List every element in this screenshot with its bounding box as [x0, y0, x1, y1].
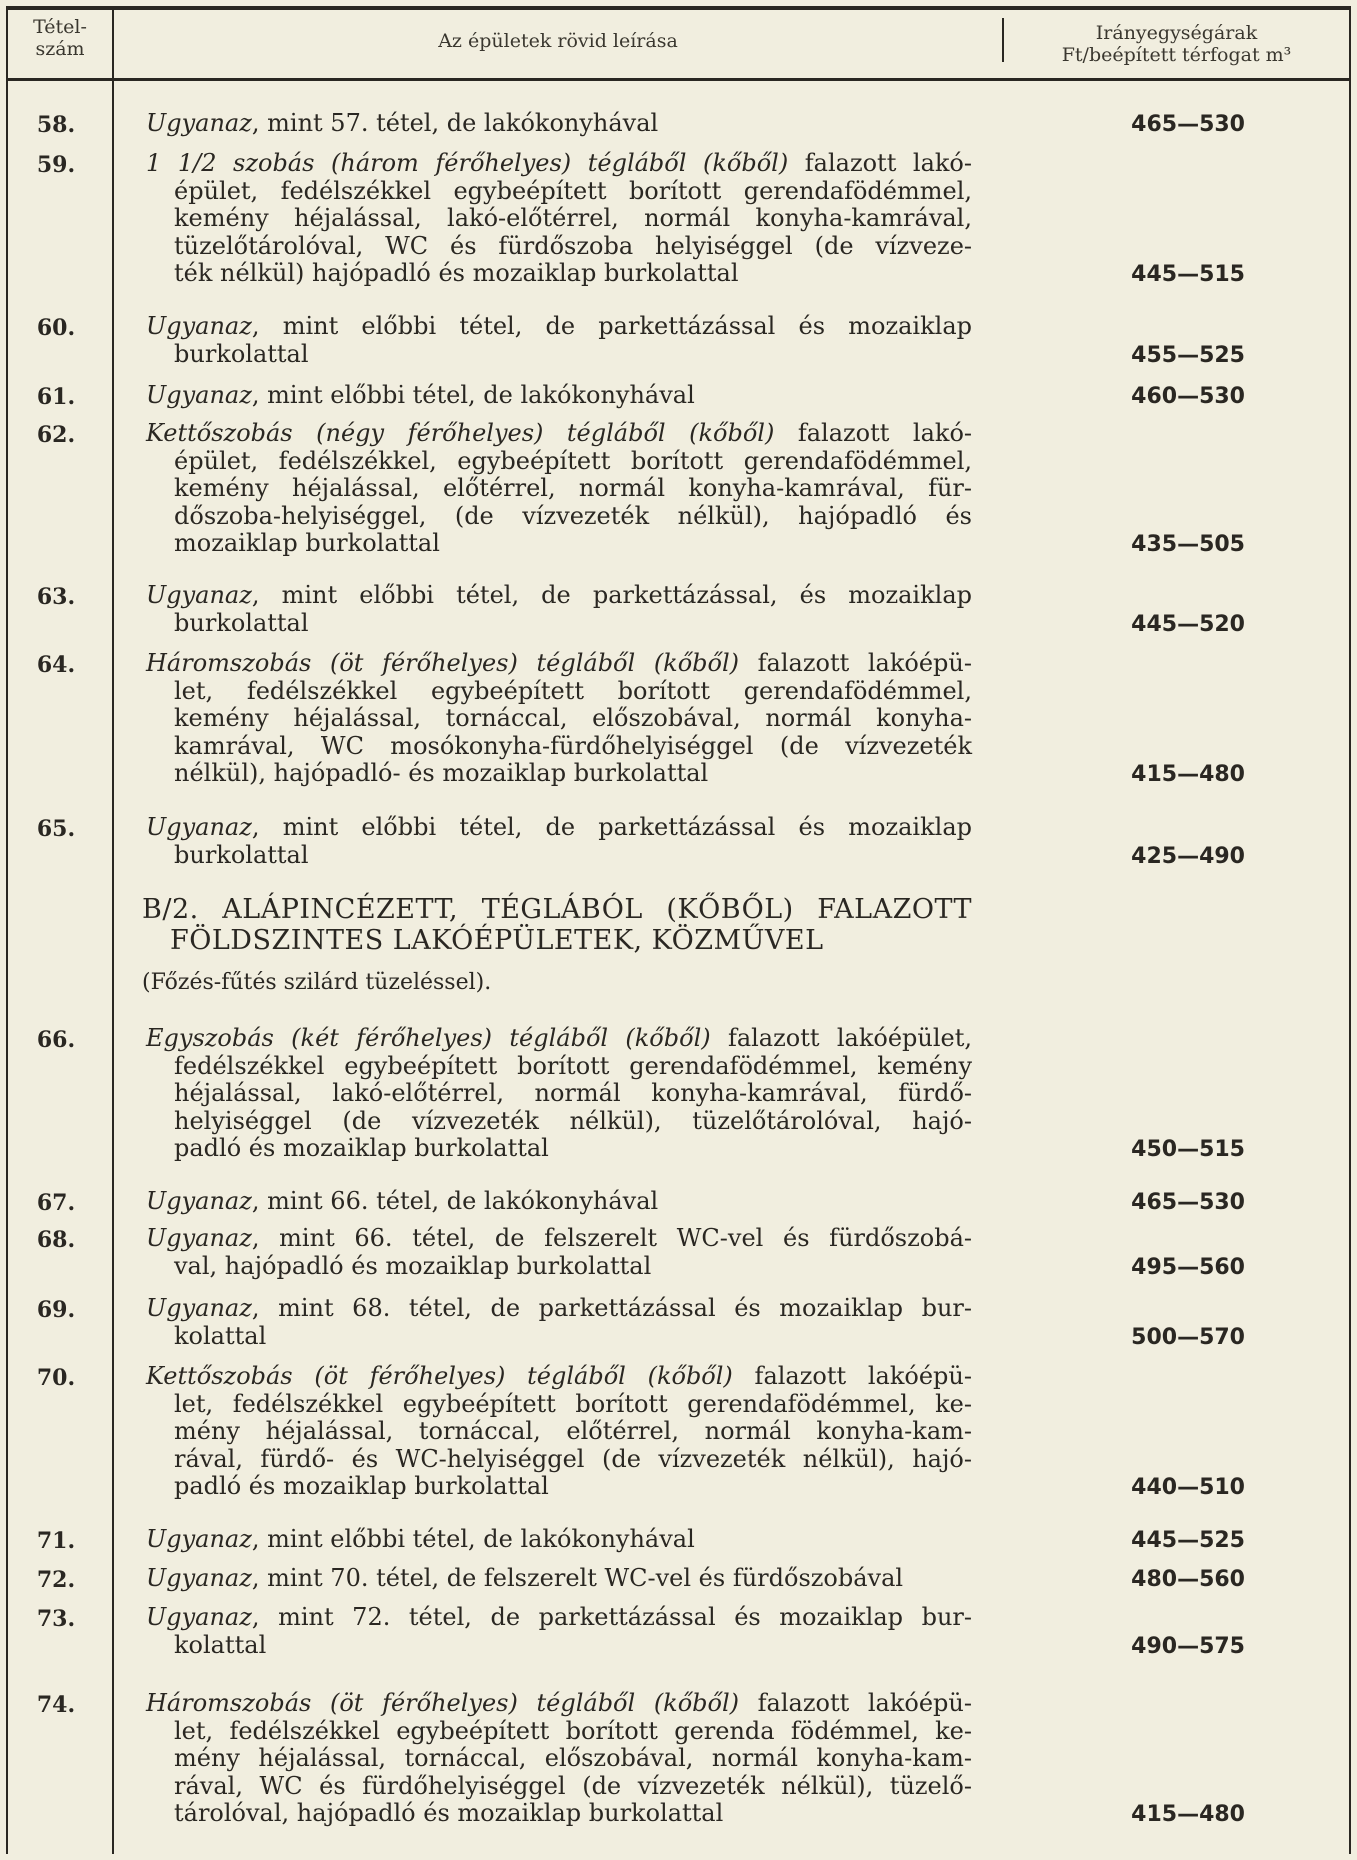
description-line: nélkül), hajópadló- és mozaiklap burkolattal	[174, 759, 709, 788]
description-line: val, hajópadló és mozaiklap burkolattal	[174, 1251, 652, 1280]
description-line: épület, fedélszékkel egybeépített borított gerendafödémmel,	[174, 176, 972, 205]
description-line: helyiséggel (de vízvezeték nélkül), tüzelőtárolóval, hajó-	[174, 1106, 972, 1135]
header-item-line2: szám	[35, 38, 85, 60]
top-border	[6, 6, 1351, 10]
item-description	[146, 1188, 972, 1216]
item-number: 67.	[36, 1190, 76, 1216]
item-description	[146, 1604, 972, 1659]
item-description	[146, 814, 972, 869]
item-number: 71.	[36, 1528, 76, 1554]
description-line: kemény héjalással, előtérrel, normál konyha-kamrával, für-	[174, 474, 972, 503]
header-price-line1: Irányegységárak	[1095, 22, 1258, 44]
description-line: kolattal	[174, 1630, 267, 1659]
description-line: tárolóval, hajópadló és mozaiklap burkolattal	[174, 1799, 724, 1828]
item-number: 58.	[36, 112, 76, 138]
right-border	[1349, 6, 1351, 1854]
description-line: héjalással, lakó-előtérrel, normál konyha-kamrával, fürdő-	[174, 1079, 972, 1108]
unit-price-range: 415—480	[1131, 1802, 1245, 1828]
item-number: 74.	[36, 1692, 76, 1718]
unit-price-range: 495—560	[1131, 1254, 1245, 1280]
description-line: kemény héjalással, tornáccal, előszobával, normál konyha-	[174, 704, 972, 733]
item-number: 66.	[36, 1027, 76, 1053]
item-description	[146, 1363, 972, 1501]
item-description	[146, 382, 972, 410]
item-number: 68.	[36, 1227, 76, 1253]
description-line: Ugyanaz, mint előbbi tétel, de parkettázással és mozaiklap	[146, 312, 972, 340]
description-line: Ugyanaz, mint 68. tétel, de parkettázással és mozaiklap bur-	[146, 1294, 972, 1322]
description-line: fedélszékkel egybeépített borított gerendafödémmel, kemény	[174, 1051, 972, 1080]
header-item-column	[8, 16, 112, 60]
description-line: burkolattal	[174, 339, 309, 368]
description-line: Ugyanaz, mint 66. tétel, de felszerelt WC-vel és fürdőszobá-	[146, 1224, 972, 1252]
item-number: 70.	[36, 1365, 76, 1391]
description-line: mény héjalással, tornáccal, előszobával, normál konyha-kam-	[174, 1744, 972, 1773]
item-number: 63.	[36, 584, 76, 610]
item-column-divider	[112, 6, 114, 1854]
unit-price-range: 450—515	[1131, 1137, 1245, 1163]
unit-price-range: 500—570	[1131, 1324, 1245, 1350]
header-rule	[6, 78, 1351, 81]
description-line: rával, fürdő- és WC-helyiséggel (de vízvezeték nélkül), hajó-	[174, 1444, 972, 1473]
unit-price-range: 460—530	[1131, 384, 1245, 409]
item-description	[146, 1025, 972, 1163]
unit-price-range: 445—525	[1131, 1528, 1245, 1553]
item-number: 73.	[36, 1606, 76, 1632]
item-number: 72.	[36, 1567, 76, 1593]
unit-price-range: 455—525	[1131, 342, 1245, 368]
description-line: dőszoba-helyiséggel, (de vízvezeték nélkül), hajópadló és	[174, 501, 972, 530]
description-line: Ugyanaz, mint 57. tétel, de lakókonyhával	[146, 109, 659, 137]
description-line: 1 1/2 szobás (három férőhelyes) tégláből (kőből) falazott lakó-	[146, 149, 972, 177]
description-line: burkolattal	[174, 840, 309, 869]
header-description: Az épületek rövid leírása	[438, 30, 678, 52]
section-title-line1: B/2. ALÁPINCÉZETT, TÉGLÁBÓL (KŐBŐL) FALAZOTT	[142, 894, 972, 925]
item-description	[146, 1526, 972, 1554]
description-line: Háromszobás (öt férőhelyes) tégláből (kőből) falazott lakóépü-	[146, 649, 972, 677]
unit-price-range: 425—490	[1131, 843, 1245, 869]
description-line: let, fedélszékkel egybeépített borított gerenda födémmel, ke-	[174, 1716, 972, 1745]
unit-price-range: 490—575	[1131, 1633, 1245, 1659]
description-line: padló és mozaiklap burkolattal	[174, 1472, 549, 1501]
description-line: Ugyanaz, mint 72. tétel, de parkettázással és mozaiklap bur-	[146, 1603, 972, 1631]
item-description	[146, 1295, 972, 1350]
description-line: let, fedélszékkel egybeépített borított gerendafödémmel,	[174, 676, 972, 705]
item-description	[146, 110, 972, 138]
description-line: burkolattal	[174, 608, 309, 637]
description-line: épület, fedélszékkel, egybeépített borított gerendafödémmel,	[174, 446, 972, 475]
description-line: Ugyanaz, mint 66. tétel, de lakókonyhával	[146, 1187, 659, 1215]
unit-price-range: 465—530	[1131, 1190, 1245, 1215]
description-line: kamrával, WC mosókonyha-fürdőhelyiséggel (de vízvezeték	[174, 731, 972, 760]
section-heading	[142, 894, 972, 956]
section-note: (Főzés-fűtés szilárd tüzeléssel).	[142, 970, 492, 995]
description-line: Ugyanaz, mint előbbi tétel, de lakókonyhával	[146, 1525, 695, 1553]
description-line: Kettőszobás (négy férőhelyes) tégláből (kőből) falazott lakó-	[146, 419, 973, 447]
description-line: Egyszobás (két férőhelyes) tégláből (kőből) falazott lakóépület,	[146, 1024, 972, 1052]
description-line: kemény héjalással, lakó-előtérrel, normál konyha-kamrával,	[174, 204, 972, 233]
item-description	[146, 1690, 972, 1828]
item-number: 65.	[36, 816, 76, 842]
item-description	[146, 420, 972, 558]
description-line: mény héjalással, tornáccal, előtérrel, normál konyha-kam-	[174, 1417, 972, 1446]
item-number: 60.	[36, 315, 76, 341]
description-line: Háromszobás (öt férőhelyes) tégláből (kőből) falazott lakóépü-	[146, 1689, 972, 1717]
item-number: 64.	[36, 652, 76, 678]
description-line: Kettőszobás (öt férőhelyes) tégláből (kőből) falazott lakóépü-	[146, 1362, 972, 1390]
item-description	[146, 582, 972, 637]
header-price-line2: Ft/beépített térfogat m³	[1061, 44, 1292, 66]
unit-price-range: 465—530	[1131, 112, 1245, 137]
description-line: rával, WC és fürdőhelyiséggel (de vízvezeték nélkül), tüzelő-	[174, 1771, 972, 1800]
description-line: Ugyanaz, mint előbbi tétel, de parkettázással és mozaiklap	[146, 813, 972, 841]
item-number: 62.	[36, 422, 76, 448]
unit-price-range: 480—560	[1131, 1567, 1245, 1592]
item-number: 59.	[36, 152, 76, 178]
item-description	[146, 1225, 972, 1280]
header-description-column	[114, 30, 1002, 52]
unit-price-range: 445—520	[1131, 611, 1245, 637]
item-description	[146, 650, 972, 788]
header-price-column	[1004, 22, 1349, 66]
item-description	[146, 150, 972, 288]
description-line: mozaiklap burkolattal	[174, 529, 440, 558]
item-number: 61.	[36, 384, 76, 410]
unit-price-range: 435—505	[1131, 532, 1245, 558]
unit-price-range: 415—480	[1131, 762, 1245, 788]
item-number: 69.	[36, 1297, 76, 1323]
description-line: tüzelőtárolóval, WC és fürdőszoba helyiséggel (de vízveze-	[174, 231, 972, 260]
description-line: Ugyanaz, mint előbbi tétel, de parkettázással, és mozaiklap	[146, 581, 972, 609]
description-line: Ugyanaz, mint előbbi tétel, de lakókonyhával	[146, 381, 695, 409]
description-line: padló és mozaiklap burkolattal	[174, 1134, 549, 1163]
unit-price-range: 440—510	[1131, 1475, 1245, 1501]
description-line: kolattal	[174, 1321, 267, 1350]
header-item-line1: Tétel-	[33, 16, 87, 38]
item-description	[146, 1565, 972, 1593]
description-line: let, fedélszékkel egybeépített borított gerendafödémmel, ke-	[174, 1389, 972, 1418]
description-line: Ugyanaz, mint 70. tétel, de felszerelt WC-vel és fürdőszobával	[146, 1564, 904, 1592]
description-line: ték nélkül) hajópadló és mozaiklap burkolattal	[174, 259, 739, 288]
section-title-line2: FÖLDSZINTES LAKÓÉPÜLETEK, KÖZMŰVEL	[170, 925, 824, 956]
item-description	[146, 313, 972, 368]
unit-price-range: 445—515	[1131, 262, 1245, 288]
